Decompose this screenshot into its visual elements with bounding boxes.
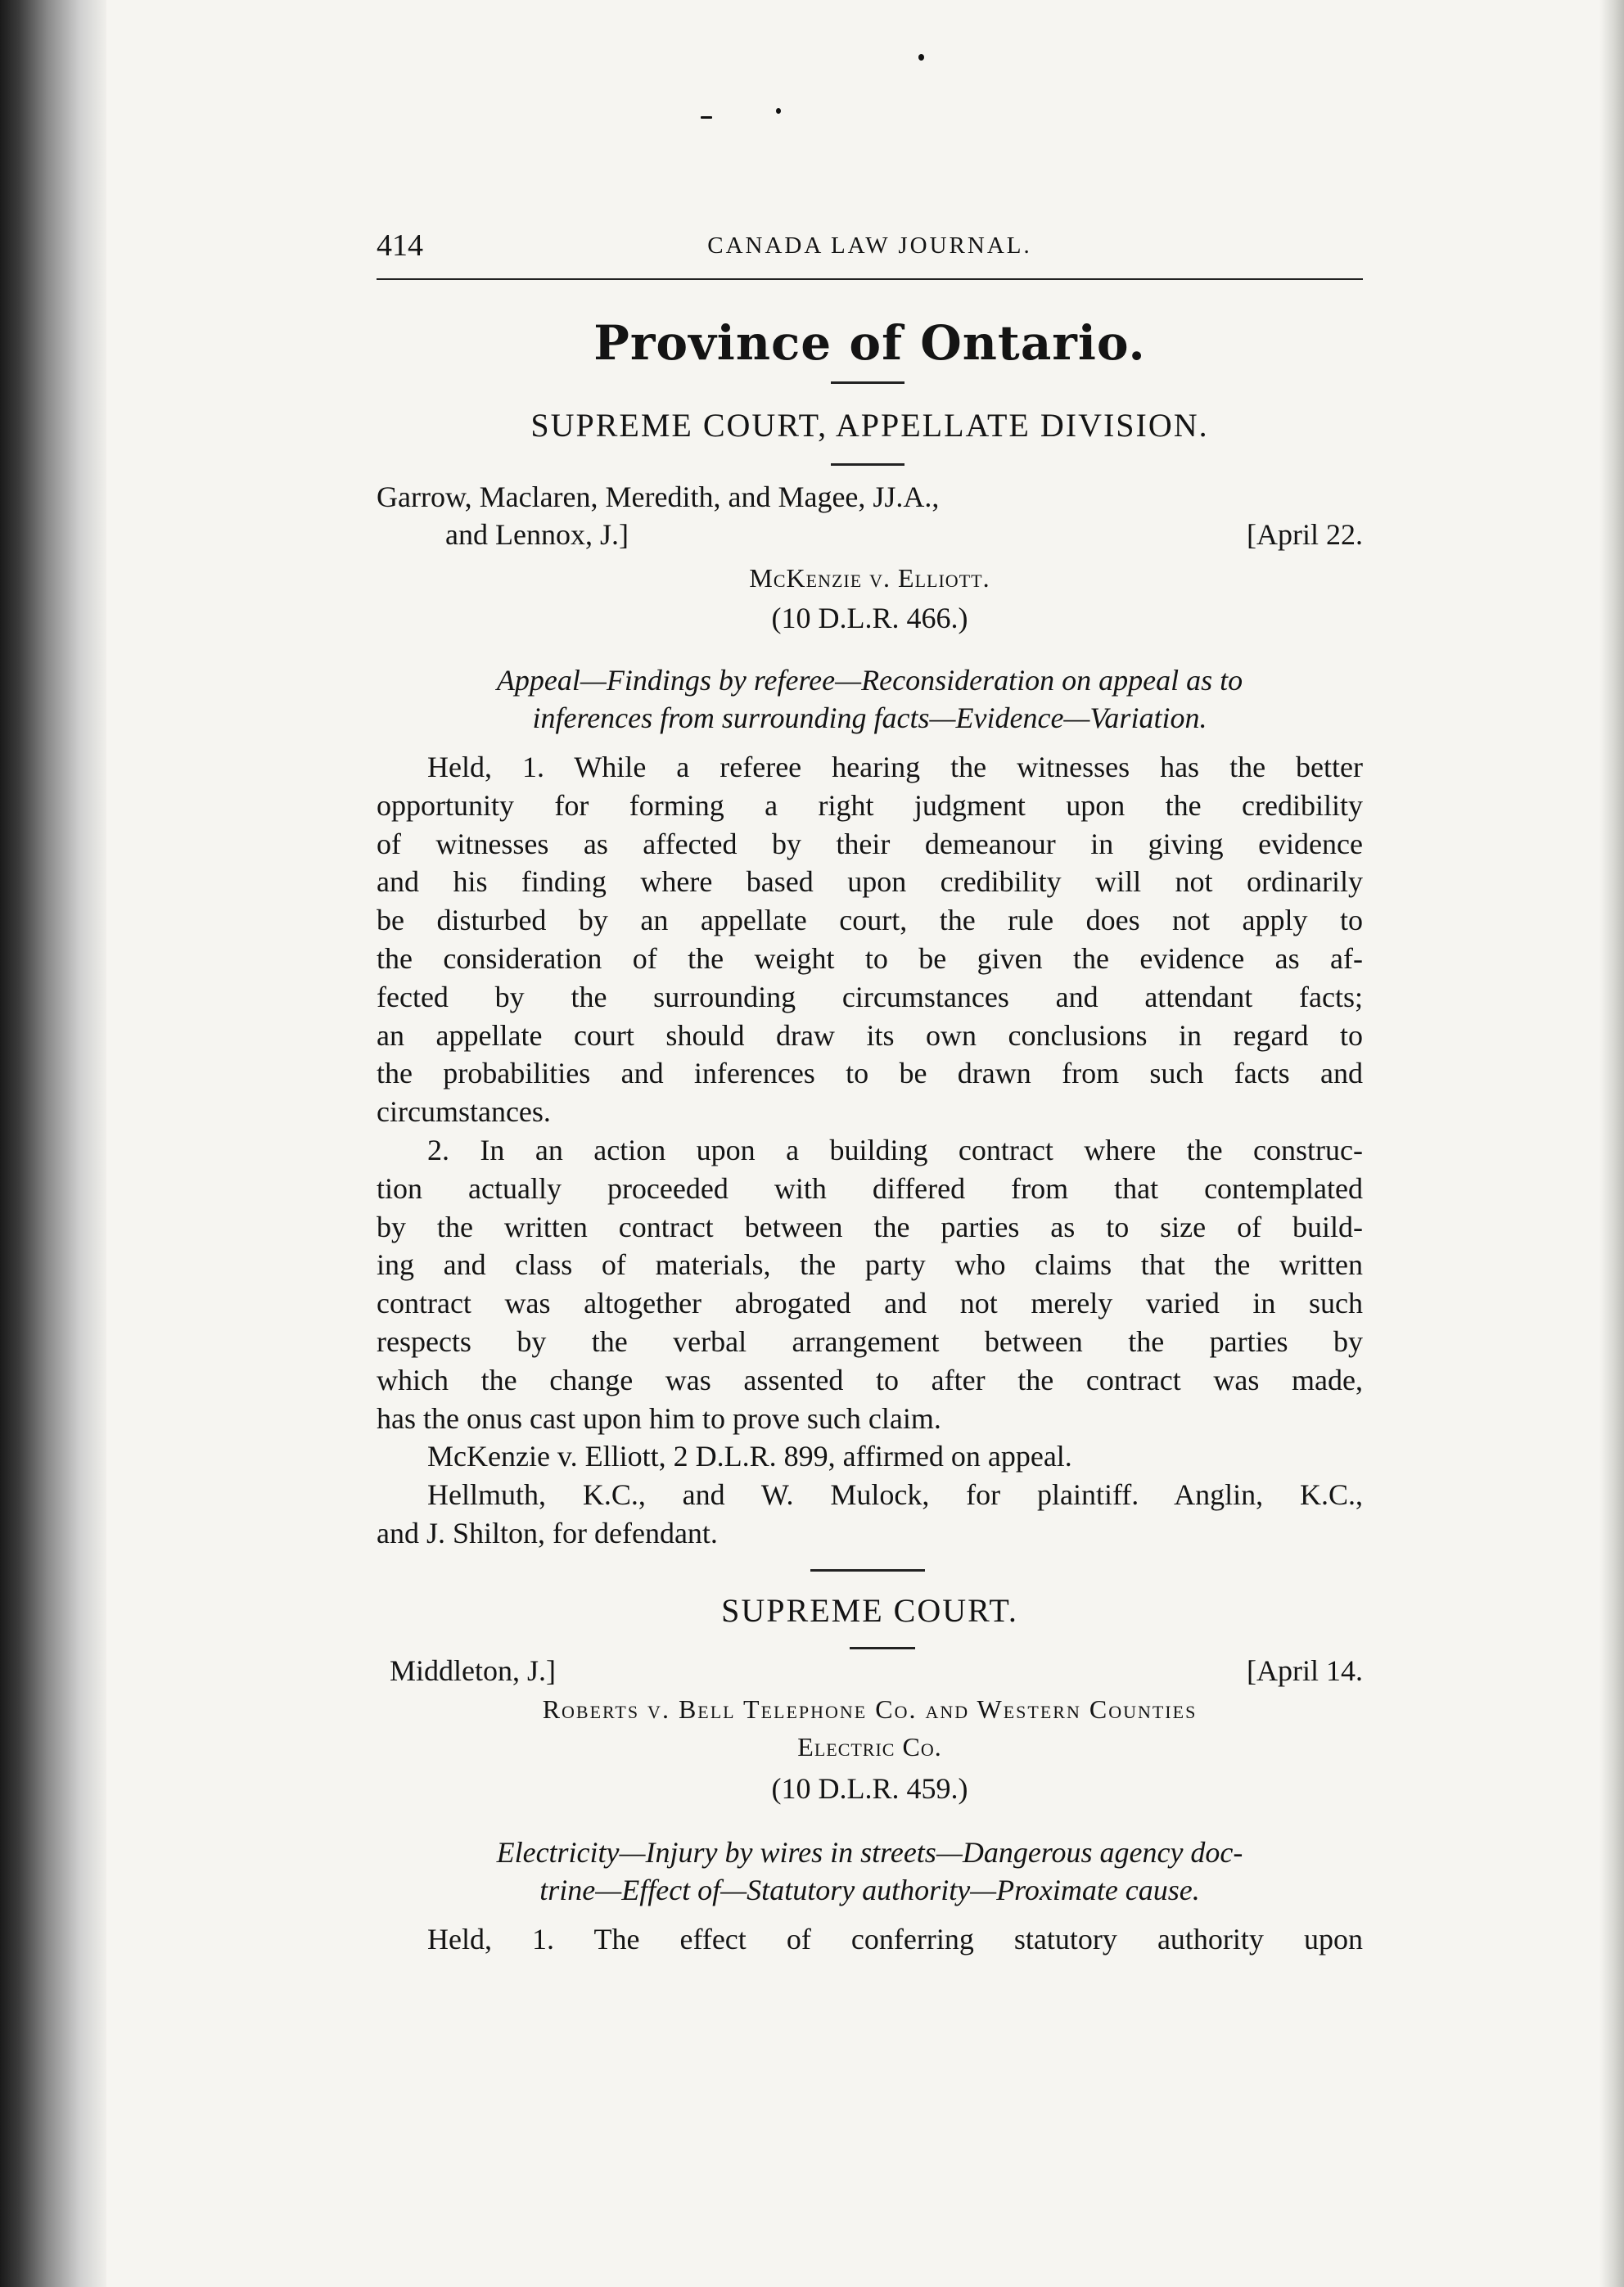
province-title: Province of Ontario. [593, 315, 1146, 371]
paragraph-line: be disturbed by an appellate court, the rule does not apply to [377, 904, 1363, 937]
paragraph-line: the probabilities and inferences to be drawn from such facts and [377, 1057, 1363, 1090]
holding-1 [377, 1920, 1363, 1959]
paragraph-line: Hellmuth, K.C., and W. Mulock, for plaintiff. Anglin, K.C., [427, 1478, 1363, 1511]
section-divider [810, 1569, 925, 1572]
document-page [377, 0, 1363, 2287]
judges-line: Garrow, Maclaren, Meredith, and Magee, JJ.A., [377, 480, 940, 513]
headnote-line: inferences from surrounding facts—Evidence—Variation. [532, 701, 1207, 734]
headnote-line: Appeal—Findings by referee—Reconsideration on appeal as to [496, 664, 1243, 697]
divider [850, 1647, 915, 1649]
running-head [377, 228, 1363, 277]
headnote [377, 661, 1363, 737]
decision-date: [April 14. [1247, 1654, 1363, 1687]
case-citation: (10 D.L.R. 466.) [771, 602, 968, 634]
holding-2 [377, 1131, 1363, 1437]
paragraph-line: tion actually proceeded with differed from that contemplated [377, 1171, 1363, 1205]
paragraph-line: and J. Shilton, for defendant. [377, 1516, 718, 1549]
divider [831, 381, 904, 384]
paragraph-line: fected by the surrounding circumstances and attendant facts; [377, 980, 1363, 1013]
case-style: McKenzie v. Elliott. [749, 563, 990, 593]
paragraph-line: an appellate court should draw its own conclusions in regard to [377, 1018, 1363, 1052]
court-heading: SUPREME COURT, APPELLATE DIVISION. [530, 407, 1209, 444]
case-style: Electric Co. [797, 1732, 942, 1761]
paragraph-line: contract was altogether abrogated and not merely varied in such [377, 1287, 1363, 1320]
court-heading: SUPREME COURT. [721, 1592, 1018, 1629]
paragraph-line: has the onus cast upon him to prove such claim. [377, 1401, 941, 1435]
page-edge [1599, 0, 1624, 2287]
paragraph-line: the consideration of the weight to be given the evidence as af- [377, 941, 1363, 975]
paragraph-line: 2. In an action upon a building contract where the construc- [427, 1134, 1363, 1166]
paragraph-line: and his finding where based upon credibility will not ordinarily [377, 865, 1363, 899]
paragraph-line: circumstances. [377, 1095, 551, 1129]
headnote-line: Electricity—Injury by wires in streets—Dangerous agency doc- [496, 1836, 1243, 1869]
decision-date: [April 22. [1247, 518, 1363, 551]
case-citation: (10 D.L.R. 459.) [771, 1772, 968, 1805]
holding-1 [377, 748, 1363, 1131]
paragraph-line: by the written contract between the parties as to size of build- [377, 1210, 1363, 1243]
page-number: 414 [377, 228, 423, 263]
book-binding-shadow [0, 0, 106, 2287]
paragraph-line: which the change was assented to after the contract was made, [377, 1363, 1363, 1396]
counsel [377, 1476, 1363, 1553]
journal-title: CANADA LAW JOURNAL. [707, 232, 1032, 259]
header-rule [377, 278, 1363, 280]
headnote [377, 1834, 1363, 1909]
paragraph-line: Held, 1. The effect of conferring statutory authority upon [427, 1923, 1363, 1955]
judges-line: and Lennox, J.] [445, 518, 629, 551]
paragraph-line: McKenzie v. Elliott, 2 D.L.R. 899, affirmed on appeal. [427, 1440, 1072, 1473]
headnote-line: trine—Effect of—Statutory authority—Proximate cause. [539, 1874, 1200, 1906]
paragraph-line: Held, 1. While a referee hearing the witnesses has the better [427, 751, 1363, 783]
affirmed-note [377, 1437, 1363, 1476]
judges-line: Middleton, J.] [390, 1654, 556, 1687]
paragraph-line: opportunity for forming a right judgment upon the credibility [377, 788, 1363, 822]
paragraph-line: respects by the verbal arrangement between the parties by [377, 1324, 1363, 1358]
divider [831, 463, 904, 466]
case-style: Roberts v. Bell Telephone Co. and Western Counties [542, 1694, 1198, 1724]
paragraph-line: ing and class of materials, the party who claims that the written [377, 1248, 1363, 1282]
paragraph-line: of witnesses as affected by their demeanour in giving evidence [377, 827, 1363, 860]
